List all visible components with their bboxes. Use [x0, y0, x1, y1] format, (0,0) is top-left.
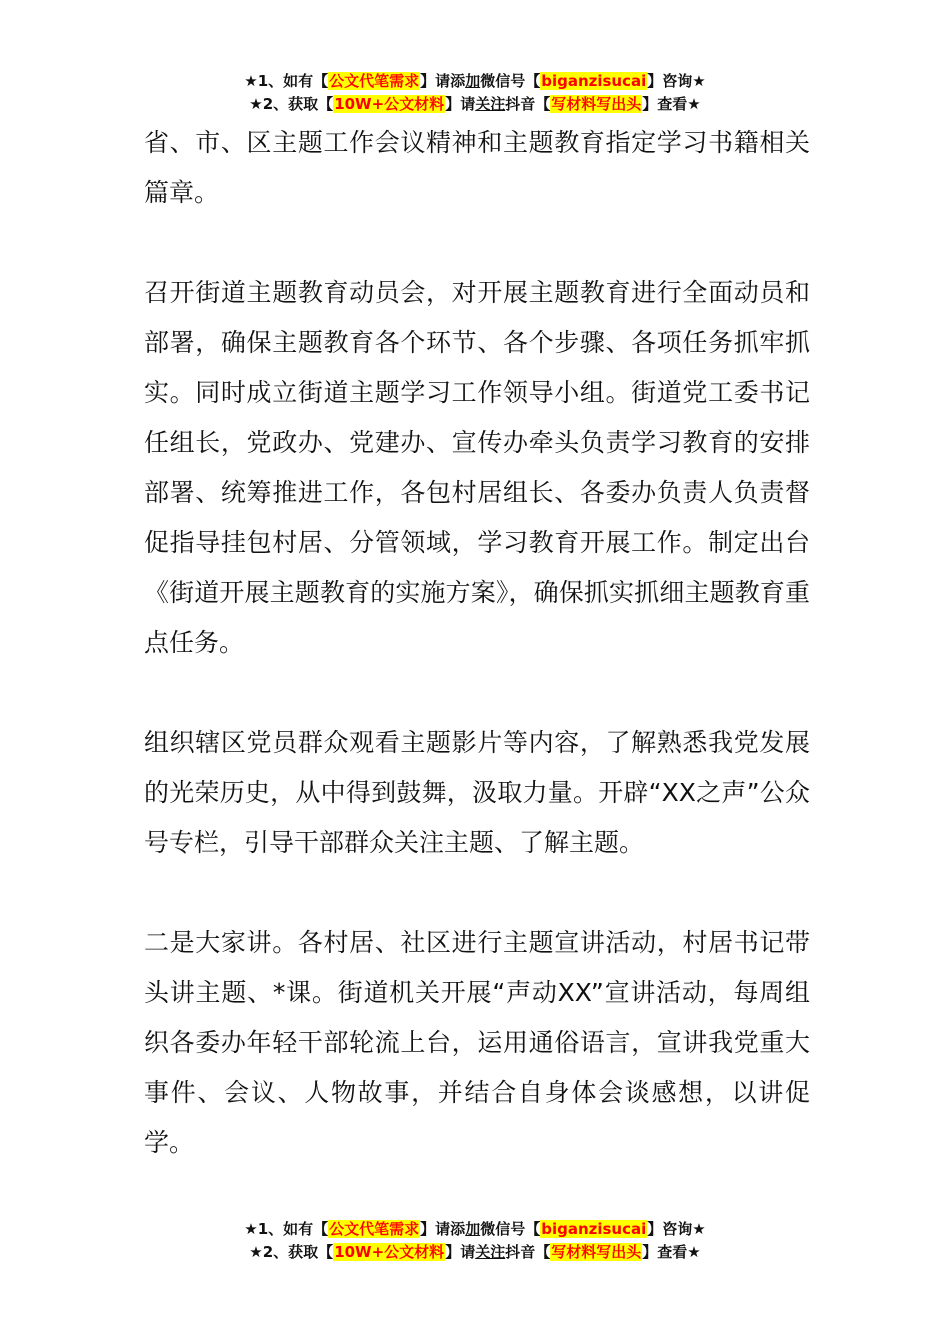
banner-line-1: [0, 70, 950, 93]
banner-highlight: biganzisucai: [541, 72, 647, 90]
banner-text: 】查看★: [642, 95, 701, 113]
banner-text: ★2、获取【: [249, 95, 334, 113]
banner-text: 】咨询★: [647, 72, 706, 90]
banner-text: 抖音【: [505, 1243, 551, 1261]
banner-highlight: 10W+公文材料: [334, 95, 445, 113]
banner-underlined-text: 加: [465, 1220, 481, 1238]
banner-text: 】咨询★: [647, 1220, 706, 1238]
banner-highlight: 公文代笔需求: [329, 72, 420, 90]
banner-underlined-text: 加: [465, 72, 481, 90]
banner-highlight: 写材料写出头: [551, 1243, 642, 1261]
document-body: [144, 118, 810, 1168]
banner-text: 】查看★: [642, 1243, 701, 1261]
paragraph: 二是大家讲。各村居、社区进行主题宣讲活动，村居书记带头讲主题、*课。街道机关开展“声动XX”宣讲活动，每周组织各委办年轻干部轮流上台，运用通俗语言，宣讲我党重大事件、会议、人物故事，并结合自身体会谈感想，以讲促学。: [144, 928, 810, 1157]
banner-line-2: [0, 93, 950, 116]
banner-text: 】请: [445, 95, 476, 113]
banner-highlight: biganzisucai: [541, 1220, 647, 1238]
banner-line-1: [0, 1218, 950, 1241]
banner-highlight: 写材料写出头: [551, 95, 642, 113]
paragraph: 省、市、区主题工作会议精神和主题教育指定学习书籍相关篇章。: [144, 128, 810, 207]
banner-underlined-text: 关注: [475, 95, 506, 113]
banner-highlight: 10W+公文材料: [334, 1243, 445, 1261]
banner-text: ★1、如有【: [244, 1220, 329, 1238]
banner-text: 微信号【: [480, 72, 541, 90]
banner-text: 】请: [445, 1243, 476, 1261]
banner-text: ★1、如有【: [244, 72, 329, 90]
banner-text: 抖音【: [505, 95, 551, 113]
banner-text: 微信号【: [480, 1220, 541, 1238]
banner-underlined-text: 关注: [475, 1243, 506, 1261]
banner-text: ★2、获取【: [249, 1243, 334, 1261]
banner-highlight: 公文代笔需求: [329, 1220, 420, 1238]
paragraph: 组织辖区党员群众观看主题影片等内容，了解熟悉我党发展的光荣历史，从中得到鼓舞，汲取力量。开辟“XX之声”公众号专栏，引导干部群众关注主题、了解主题。: [144, 728, 810, 857]
footer-banner: [0, 1218, 950, 1264]
banner-line-2: [0, 1241, 950, 1264]
paragraph: 召开街道主题教育动员会，对开展主题教育进行全面动员和部署，确保主题教育各个环节、各个步骤、各项任务抓牢抓实。同时成立街道主题学习工作领导小组。街道党工委书记任组长，党政办、党建办、宣传办牵头负责学习教育的安排部署、统筹推进工作，各包村居组长、各委办负责人负责督促指导挂包村居、分管领域，学习教育开展工作。制定出台《街道开展主题教育的实施方案》，确保抓实抓细主题教育重点任务。: [144, 278, 810, 657]
banner-text: 】请添: [420, 72, 466, 90]
banner-text: 】请添: [420, 1220, 466, 1238]
header-banner: [0, 70, 950, 116]
